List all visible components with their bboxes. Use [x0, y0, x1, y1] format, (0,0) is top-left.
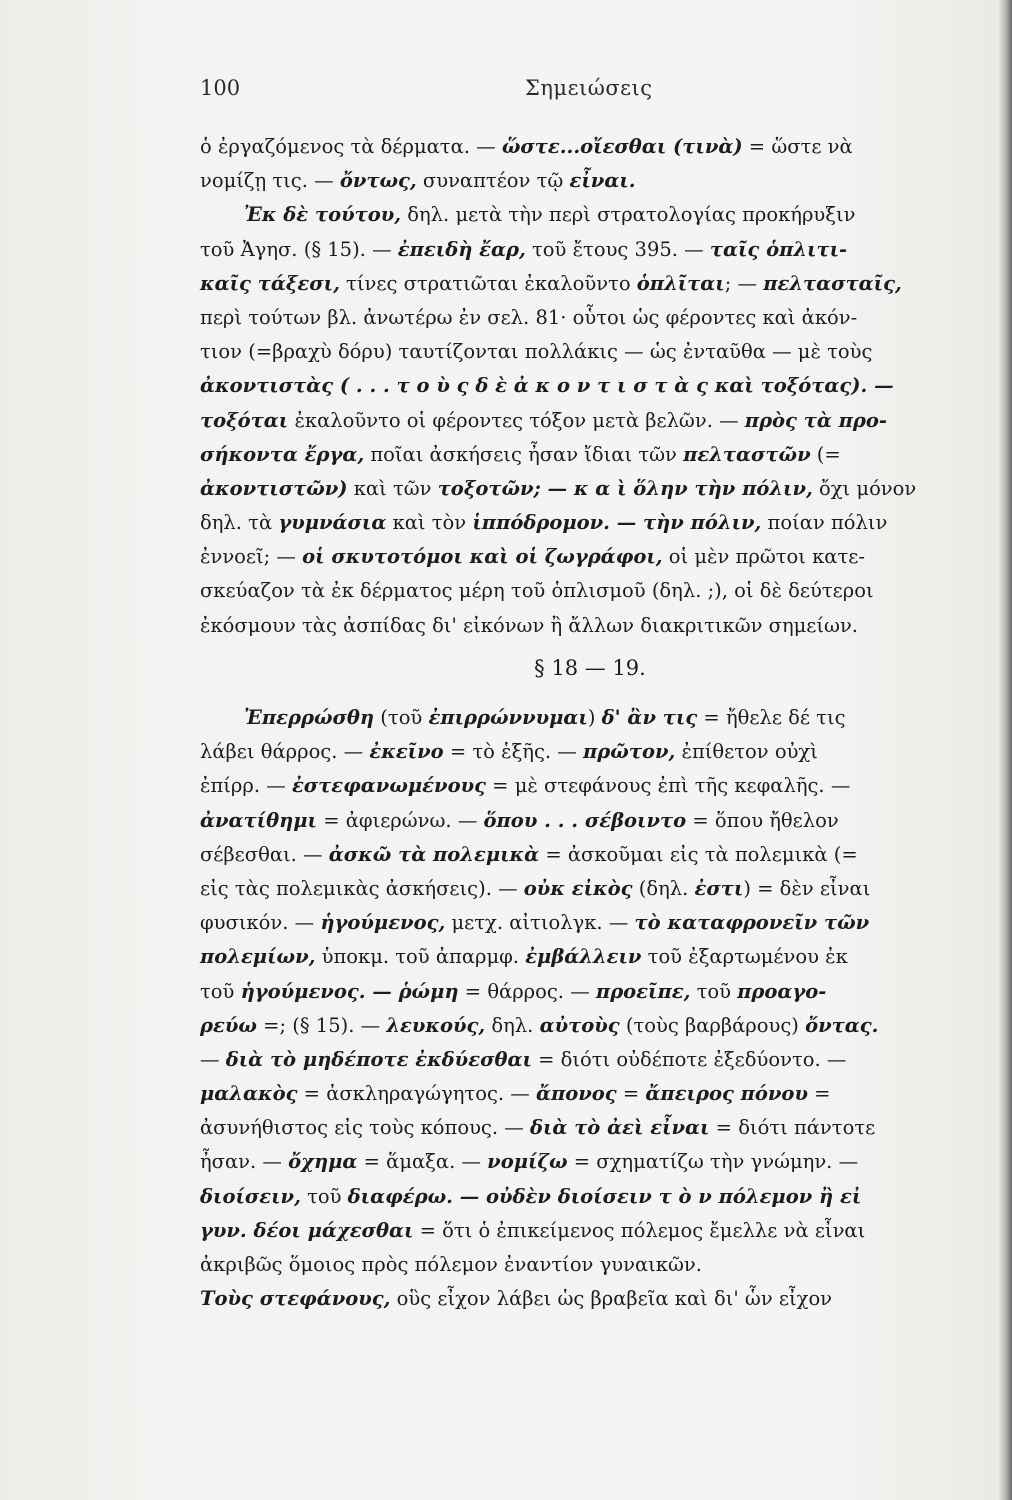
gloss-text: = ὅτι ὁ ἐπικείμενος πόλεμος ἔμελλε νὰ εἶναι	[413, 1218, 866, 1242]
text-line	[200, 335, 980, 369]
greek-lemma: ὅπου . . . σέβοιντο	[483, 808, 687, 832]
gloss-text: μετχ. αἰτιολγκ. —	[445, 911, 635, 935]
page-number: 100	[200, 76, 241, 100]
gloss-text: ἀκριβῶς ὅμοιος πρὸς πόλεμον ἐναντίον γυναικῶν.	[200, 1253, 702, 1276]
greek-lemma: ἐστι	[694, 876, 744, 900]
text-line	[200, 872, 980, 906]
gloss-text: = διότι πάντοτε	[709, 1116, 876, 1140]
greek-lemma: πρὸς τὰ προ-	[744, 408, 887, 432]
greek-lemma: ἐστεφανωμένους	[291, 774, 486, 798]
gloss-text: (=	[810, 442, 841, 466]
text-line	[200, 1145, 980, 1179]
commentary-text	[200, 130, 980, 1316]
text-line	[200, 1111, 980, 1145]
text-line	[200, 735, 980, 769]
page-header	[200, 76, 960, 106]
greek-lemma: νομίζω	[487, 1150, 568, 1174]
gloss-text: (τοὺς βαρβάρους)	[619, 1013, 806, 1037]
greek-lemma: πελτασταῖς,	[763, 271, 902, 295]
gloss-text: ποῖαι ἀσκήσεις ἦσαν ἴδιαι τῶν	[364, 442, 684, 466]
gloss-text: = ὥστε νὰ	[742, 135, 853, 158]
gloss-text: τοῦ Ἀγησ. (§ 15). —	[200, 237, 398, 261]
greek-lemma: μαλακὸς	[200, 1082, 298, 1106]
gloss-text: ἐννοεῖ; —	[200, 545, 303, 569]
gloss-text: δηλ. τὰ	[200, 511, 279, 535]
gloss-text: τοῦ	[300, 1184, 348, 1208]
greek-lemma: Τοὺς στεφάνους,	[200, 1287, 391, 1311]
greek-lemma: γυμνάσια	[278, 511, 387, 535]
greek-lemma: ἱππόδρομον. — τὴν πόλιν,	[472, 511, 762, 535]
greek-lemma: οὐκ εἰκὸς	[523, 876, 633, 900]
greek-lemma: πολεμίων,	[200, 945, 316, 969]
greek-lemma: τὸ καταφρονεῖν τῶν	[634, 911, 870, 935]
text-line	[200, 1248, 980, 1282]
greek-lemma: ἄπονος	[535, 1082, 617, 1106]
greek-lemma: ἀκοντιστὰς ( . . . τ ο ὺ ς δ ὲ ἀ κ ο ν τ ι σ τ ὰ ς καὶ τοξότας). —	[200, 374, 894, 398]
gloss-text: τιον (=βραχὺ δόρυ) ταυτίζονται πολλάκις — ὡς ἐνταῦθα — μὲ τοὺς	[200, 340, 873, 364]
greek-lemma: αὐτοὺς	[539, 1013, 620, 1037]
text-line	[200, 838, 980, 872]
text-line	[200, 769, 980, 803]
gloss-text: = ἤθελε δέ τις	[697, 706, 846, 729]
greek-lemma: ἡγούμενος,	[320, 911, 446, 935]
text-line	[200, 198, 980, 232]
gloss-text: σκεύαζον τὰ ἐκ δέρματος μέρη τοῦ ὁπλισμοῦ (δηλ. ;), οἱ δὲ δεύτεροι	[200, 579, 874, 603]
greek-lemma: ἐμβάλλειν	[525, 945, 642, 969]
greek-lemma: διὰ τὸ ἀεὶ εἶναι	[529, 1116, 710, 1140]
text-line	[200, 506, 980, 540]
gloss-text: = ὅπου ἤθελον	[686, 808, 839, 832]
gloss-text: = ἀσκληραγώγητος. —	[297, 1082, 536, 1106]
gloss-text: εἰς τὰς πολεμικὰς ἀσκήσεις). —	[200, 876, 524, 900]
gloss-text: ) = δὲν εἶναι	[743, 876, 871, 900]
text-line	[200, 1009, 980, 1043]
gloss-text: οὓς εἶχον λάβει ὡς βραβεῖα καὶ δι' ὧν εἶχον	[390, 1287, 833, 1311]
gloss-text: φυσικόν. —	[200, 911, 321, 935]
greek-lemma: ἀνατίθημι	[200, 808, 317, 832]
gloss-text: = σχηματίζω τὴν γνώμην. —	[567, 1150, 859, 1174]
greek-lemma: εἶναι.	[569, 169, 636, 193]
text-line	[200, 404, 980, 438]
text-line	[200, 233, 980, 267]
text-line	[200, 609, 980, 643]
gloss-text: ὑποκμ. τοῦ ἀπαρμφ.	[315, 945, 526, 969]
greek-lemma: διοίσειν,	[200, 1184, 301, 1208]
gloss-text: τοῦ	[690, 979, 738, 1003]
greek-lemma: ἐκεῖνο	[369, 740, 444, 764]
text-line	[200, 940, 980, 974]
greek-lemma: ἄπειρος πόνου	[645, 1082, 808, 1106]
text-line	[200, 540, 980, 574]
gloss-text: δηλ. μετὰ τὴν περὶ στρατολογίας προκήρυξιν	[401, 203, 856, 227]
text-line	[200, 438, 980, 472]
greek-lemma: ρεύω	[200, 1013, 257, 1037]
gloss-text: ἐπίθετον οὐχὶ	[675, 740, 818, 764]
text-line	[200, 130, 980, 164]
greek-lemma: ὥστε...οἴεσθαι (τινὰ)	[501, 135, 743, 158]
gloss-text: = θάρρος. —	[458, 979, 596, 1003]
greek-lemma: προεῖπε,	[595, 979, 691, 1003]
greek-lemma: ὁπλῖται	[636, 271, 725, 295]
text-line	[200, 369, 980, 403]
greek-lemma: ἐπιρρώννυμαι	[428, 706, 588, 729]
gloss-text: (τοῦ	[374, 706, 429, 729]
greek-lemma: πρῶτον,	[583, 740, 676, 764]
text-line	[200, 574, 980, 608]
gloss-text: ἐκαλοῦντο οἱ φέροντες τόξον μετὰ βελῶν. —	[288, 408, 745, 432]
gloss-text: οἱ μὲν πρῶτοι κατε-	[662, 545, 865, 569]
text-line	[200, 804, 980, 838]
greek-lemma: ἡγούμενος. — ῥώμη	[240, 979, 459, 1003]
gloss-text: = διότι οὐδέποτε ἐξεδύοντο. —	[531, 1047, 847, 1071]
gloss-text: δηλ.	[485, 1013, 540, 1037]
gloss-text: ; —	[724, 271, 764, 295]
gloss-text: (δηλ.	[632, 876, 695, 900]
gloss-text: ἐπίρρ. —	[200, 774, 292, 798]
greek-lemma: ἀκοντιστῶν)	[200, 476, 348, 500]
gloss-text: συναπτέον τῷ	[416, 169, 570, 193]
running-title: Σημειώσεις	[525, 76, 653, 100]
text-line	[200, 975, 980, 1009]
gloss-text: τοῦ ἐξαρτωμένου ἐκ	[641, 945, 848, 969]
text-line	[200, 164, 980, 198]
gloss-text: )	[587, 706, 602, 729]
gloss-text: =	[807, 1082, 831, 1106]
gloss-text: = τὸ ἑξῆς. —	[443, 740, 584, 764]
text-line	[200, 1043, 980, 1077]
greek-lemma: Ἐπερρώσθη	[244, 706, 375, 729]
greek-lemma: διαφέρω. — οὐδὲν διοίσειν τ ὸ ν πόλεμον ἢ εἰ	[347, 1184, 862, 1208]
gloss-text: ἀσυνήθιστος εἰς τοὺς κόπους. —	[200, 1116, 530, 1140]
gloss-text: σέβεσθαι. —	[200, 842, 329, 866]
text-line	[200, 701, 980, 735]
binding-shadow	[998, 0, 1012, 1500]
greek-lemma: λευκούς,	[386, 1013, 486, 1037]
gloss-text: ἐκόσμουν τὰς ἀσπίδας δι' εἰκόνων ἢ ἄλλων διακριτικῶν σημείων.	[200, 613, 859, 637]
text-line	[200, 472, 980, 506]
gloss-text: τοῦ ἔτους 395. —	[525, 237, 710, 261]
greek-lemma: δ' ἂν τις	[601, 706, 698, 729]
gloss-text: νομίζῃ τις. —	[200, 169, 340, 193]
greek-lemma: ἀσκῶ τὰ πολεμικὰ	[328, 842, 540, 866]
greek-lemma: τοξόται	[200, 408, 289, 432]
greek-lemma: σήκοντα ἔργα,	[200, 442, 365, 466]
gloss-text: λάβει θάρρος. —	[200, 740, 370, 764]
greek-lemma: γυν. δέοι μάχεσθαι	[200, 1218, 414, 1242]
section-heading: § 18 — 19.	[534, 655, 646, 680]
gloss-text: —	[200, 1047, 226, 1071]
notes-part-1	[200, 130, 980, 643]
gloss-text: τίνες στρατιῶται ἐκαλοῦντο	[339, 271, 637, 295]
gloss-text: = ἀσκοῦμαι εἰς τὰ πολεμικὰ (=	[539, 842, 858, 866]
text-line	[200, 1077, 980, 1111]
greek-lemma: ταῖς ὁπλιτι-	[709, 237, 848, 261]
greek-lemma: διὰ τὸ μηδέποτε ἐκδύεσθαι	[225, 1047, 532, 1071]
greek-lemma: ὄχημα	[288, 1150, 358, 1174]
text-line	[200, 1282, 980, 1316]
greek-lemma: οἱ σκυτοτόμοι καὶ οἱ ζωγράφοι,	[302, 545, 663, 569]
gloss-text: καὶ τὸν	[386, 511, 473, 535]
gloss-text: = ἀφιερώνω. —	[317, 808, 484, 832]
gloss-text: περὶ τούτων βλ. ἀνωτέρω ἐν σελ. 81· οὗτοι ὡς φέροντες καὶ ἀκόν-	[200, 305, 858, 329]
greek-lemma: Ἐκ δὲ τούτου,	[244, 203, 402, 227]
gloss-text: τοῦ	[200, 979, 241, 1003]
gloss-text: ὄχι μόνον	[812, 476, 917, 500]
greek-lemma: τοξοτῶν; — κ α ὶ ὅλην τὴν πόλιν,	[437, 476, 813, 500]
gloss-text: ποίαν πόλιν	[761, 511, 888, 535]
gloss-text: καὶ τῶν	[347, 476, 438, 500]
greek-lemma: προαγο-	[737, 979, 827, 1003]
greek-lemma: πελταστῶν	[683, 442, 811, 466]
gloss-text: =	[616, 1082, 646, 1106]
text-line	[200, 301, 980, 335]
text-line	[200, 267, 980, 301]
notes-part-2	[200, 701, 980, 1316]
greek-lemma: ἐπειδὴ ἔαρ,	[397, 237, 526, 261]
gloss-text: ἦσαν. —	[200, 1150, 289, 1174]
text-line	[200, 906, 980, 940]
gloss-text: =; (§ 15). —	[256, 1013, 387, 1037]
text-line	[200, 1180, 980, 1214]
gloss-text: ὁ ἐργαζόμενος τὰ δέρματα. —	[200, 135, 502, 158]
gloss-text: = μὲ στεφάνους ἐπὶ τῆς κεφαλῆς. —	[485, 774, 851, 798]
text-line	[200, 1214, 980, 1248]
greek-lemma: καῖς τάξεσι,	[200, 271, 340, 295]
greek-lemma: ὄντας.	[805, 1013, 879, 1037]
gloss-text: = ἅμαξα. —	[357, 1150, 488, 1174]
greek-lemma: ὄντως,	[339, 169, 417, 193]
